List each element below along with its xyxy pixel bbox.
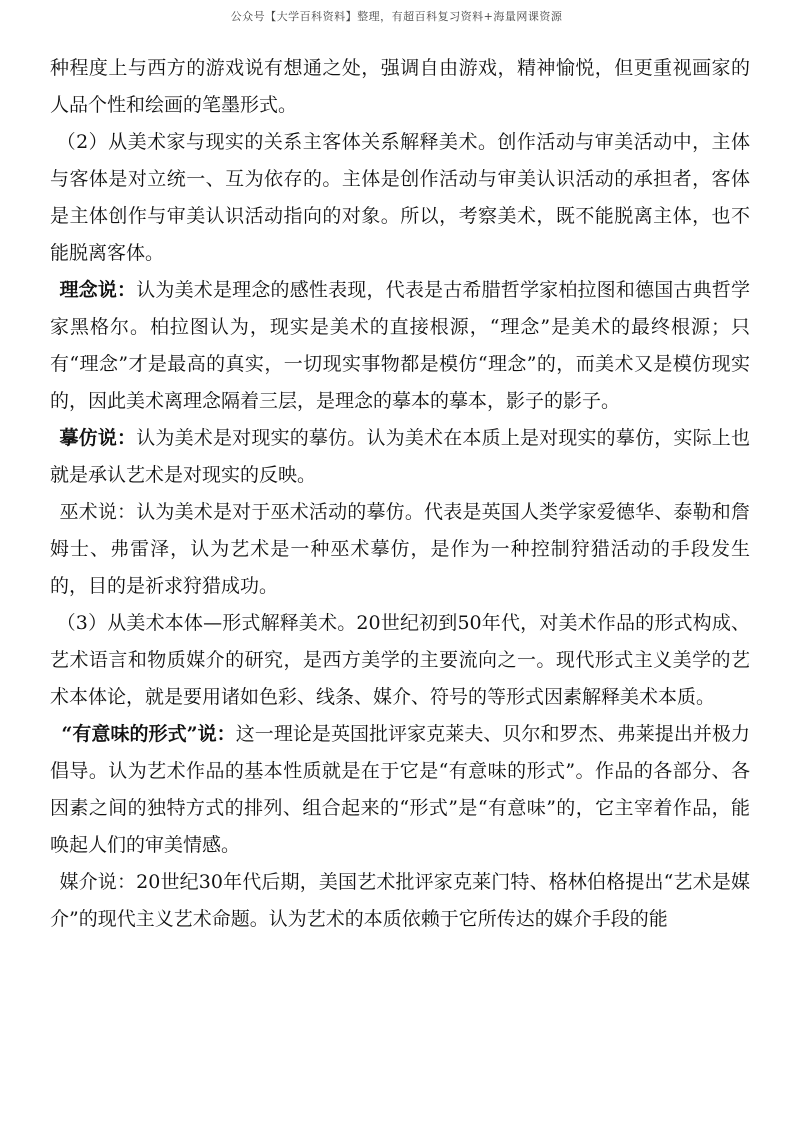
paragraph-7 xyxy=(50,716,750,864)
paragraph-7-text: 这一理论是英国批评家克莱夫、贝尔和罗杰、弗莱提出并极力倡导。认为艺术作品的基本性质就是在于它是“有意味的形式”。作品的各部分、各因素之间的独特方式的排列、组合起来的“形式”是“有意味”的，它主宰着作品，能唤起人们的审美情感。 xyxy=(50,723,750,856)
paragraph-3-term: 理念说： xyxy=(59,279,137,301)
paragraph-5-text: 巫术说：认为美术是对于巫术活动的摹仿。代表是英国人类学家爱德华、泰勒和詹姆士、弗雷泽，认为艺术是一种巫术摹仿，是作为一种控制狩猎活动的手段发生的，目的是祈求狩猎成功。 xyxy=(50,501,750,597)
paragraph-1-text: 种程度上与西方的游戏说有想通之处，强调自由游戏，精神愉悦，但更重视画家的人品个性和绘画的笔墨形式。 xyxy=(50,57,750,116)
paragraph-8 xyxy=(50,864,750,938)
paragraph-2-text: （2）从美术家与现实的关系主客体关系解释美术。创作活动与审美活动中，主体与客体是对立统一、互为依存的。主体是创作活动与审美认识活动的承担者，客体是主体创作与审美认识活动指向的对象。所以，考察美术，既不能脱离主体，也不能脱离客体。 xyxy=(50,131,750,264)
page-header: 公众号【大学百科资料】整理，有超百科复习资料+海量网课资源 xyxy=(230,10,563,23)
paragraph-1 xyxy=(50,50,750,124)
paragraph-3-text: 认为美术是理念的感性表现，代表是古希腊哲学家柏拉图和德国古典哲学家黑格尔。柏拉图认为，现实是美术的直接根源，“理念”是美术的最终根源；只有“理念”才是最高的真实，一切现实事物都是模仿“理念”的，而美术又是模仿现实的，因此美术离理念隔着三层，是理念的摹本的摹本，影子的影子。 xyxy=(50,279,750,412)
paragraph-4 xyxy=(50,420,750,494)
paragraph-5 xyxy=(50,494,750,605)
paragraph-6 xyxy=(50,605,750,716)
paragraph-2 xyxy=(50,124,750,272)
paragraph-7-term: “有意味的形式”说： xyxy=(61,723,236,745)
paragraph-8-text: 媒介说：20世纪30年代后期，美国艺术批评家克莱门特、格林伯格提出“艺术是媒介”的现代主义艺术命题。认为艺术的本质依赖于它所传达的媒介手段的能 xyxy=(50,871,750,930)
paragraph-4-text: 认为美术是对现实的摹仿。认为美术在本质上是对现实的摹仿，实际上也就是承认艺术是对现实的反映。 xyxy=(50,427,750,486)
document-body xyxy=(50,50,750,938)
paragraph-6-text: （3）从美术本体—形式解释美术。20世纪初到50年代，对美术作品的形式构成、艺术语言和物质媒介的研究，是西方美学的主要流向之一。现代形式主义美学的艺术本体论，就是要用诸如色彩、线条、媒介、符号的等形式因素解释美术本质。 xyxy=(50,612,750,708)
paragraph-4-term: 摹仿说： xyxy=(59,427,137,449)
paragraph-3 xyxy=(50,272,750,420)
